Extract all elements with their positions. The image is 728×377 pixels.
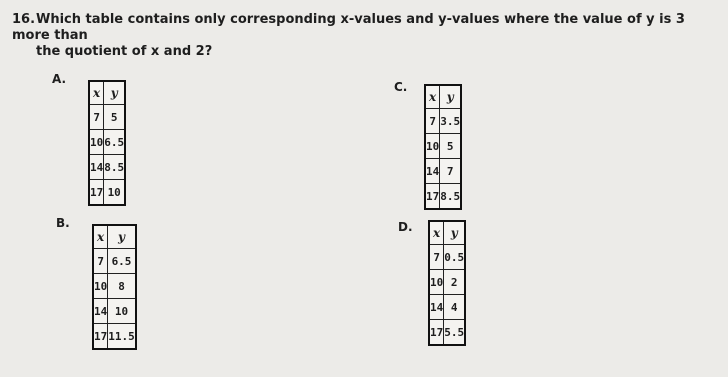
option-c-label[interactable]: C. — [394, 80, 408, 94]
x-cell: 14 — [425, 159, 440, 184]
x-cell: 14 — [89, 155, 104, 180]
header-x: x — [89, 81, 104, 105]
table-header-row — [89, 81, 125, 105]
header-y: y — [104, 81, 125, 105]
table-row — [429, 320, 465, 346]
option-b-table — [92, 224, 137, 350]
option-d-table — [428, 220, 466, 346]
x-cell: 14 — [429, 295, 444, 320]
x-cell: 7 — [89, 105, 104, 130]
option-a-table — [88, 80, 126, 206]
table-row — [425, 134, 461, 159]
x-cell: 7 — [93, 249, 108, 274]
y-cell: 8.5 — [440, 184, 461, 210]
y-cell: 11.5 — [108, 324, 136, 350]
x-cell: 10 — [425, 134, 440, 159]
question-line-1 — [12, 12, 718, 44]
y-cell: 10 — [108, 299, 136, 324]
header-x: x — [93, 225, 108, 249]
table-row — [429, 270, 465, 295]
option-b-label[interactable]: B. — [56, 216, 70, 230]
table-row — [425, 109, 461, 134]
x-cell: 17 — [425, 184, 440, 210]
option-d-label[interactable]: D. — [398, 220, 413, 234]
header-y: y — [440, 85, 461, 109]
question-stem-line-1: Which table contains only corresponding x-values and y-values where the value of y is 3 more than — [12, 12, 685, 43]
y-cell: 6.5 — [104, 130, 125, 155]
y-cell: 5.5 — [444, 320, 465, 346]
table-row — [93, 299, 136, 324]
table-header-row — [93, 225, 136, 249]
question-text — [12, 12, 718, 60]
table-row — [89, 155, 125, 180]
table-row — [93, 249, 136, 274]
y-cell: 7 — [440, 159, 461, 184]
y-cell: 8 — [108, 274, 136, 299]
header-x: x — [429, 221, 444, 245]
table-row — [89, 180, 125, 206]
header-x: x — [425, 85, 440, 109]
table-header-row — [429, 221, 465, 245]
table-row — [425, 184, 461, 210]
y-cell: 2 — [444, 270, 465, 295]
x-cell: 17 — [429, 320, 444, 346]
table-row — [93, 274, 136, 299]
table-row — [429, 295, 465, 320]
y-cell: 6.5 — [108, 249, 136, 274]
y-cell: 0.5 — [444, 245, 465, 270]
table-row — [425, 159, 461, 184]
table-header-row — [425, 85, 461, 109]
table-row — [429, 245, 465, 270]
x-cell: 10 — [89, 130, 104, 155]
table-row — [93, 324, 136, 350]
option-a-label[interactable]: A. — [52, 72, 67, 86]
x-cell: 7 — [429, 245, 444, 270]
y-cell: 10 — [104, 180, 125, 206]
table-row — [89, 130, 125, 155]
x-cell: 10 — [93, 274, 108, 299]
y-cell: 3.5 — [440, 109, 461, 134]
x-cell: 14 — [93, 299, 108, 324]
header-y: y — [108, 225, 136, 249]
x-cell: 17 — [89, 180, 104, 206]
header-y: y — [444, 221, 465, 245]
y-cell: 4 — [444, 295, 465, 320]
question-line-2: the quotient of x and 2? — [36, 44, 213, 59]
question-number: 16. — [12, 12, 36, 27]
x-cell: 17 — [93, 324, 108, 350]
table-row — [89, 105, 125, 130]
y-cell: 5 — [440, 134, 461, 159]
y-cell: 8.5 — [104, 155, 125, 180]
y-cell: 5 — [104, 105, 125, 130]
x-cell: 10 — [429, 270, 444, 295]
x-cell: 7 — [425, 109, 440, 134]
option-c-table — [424, 84, 462, 210]
